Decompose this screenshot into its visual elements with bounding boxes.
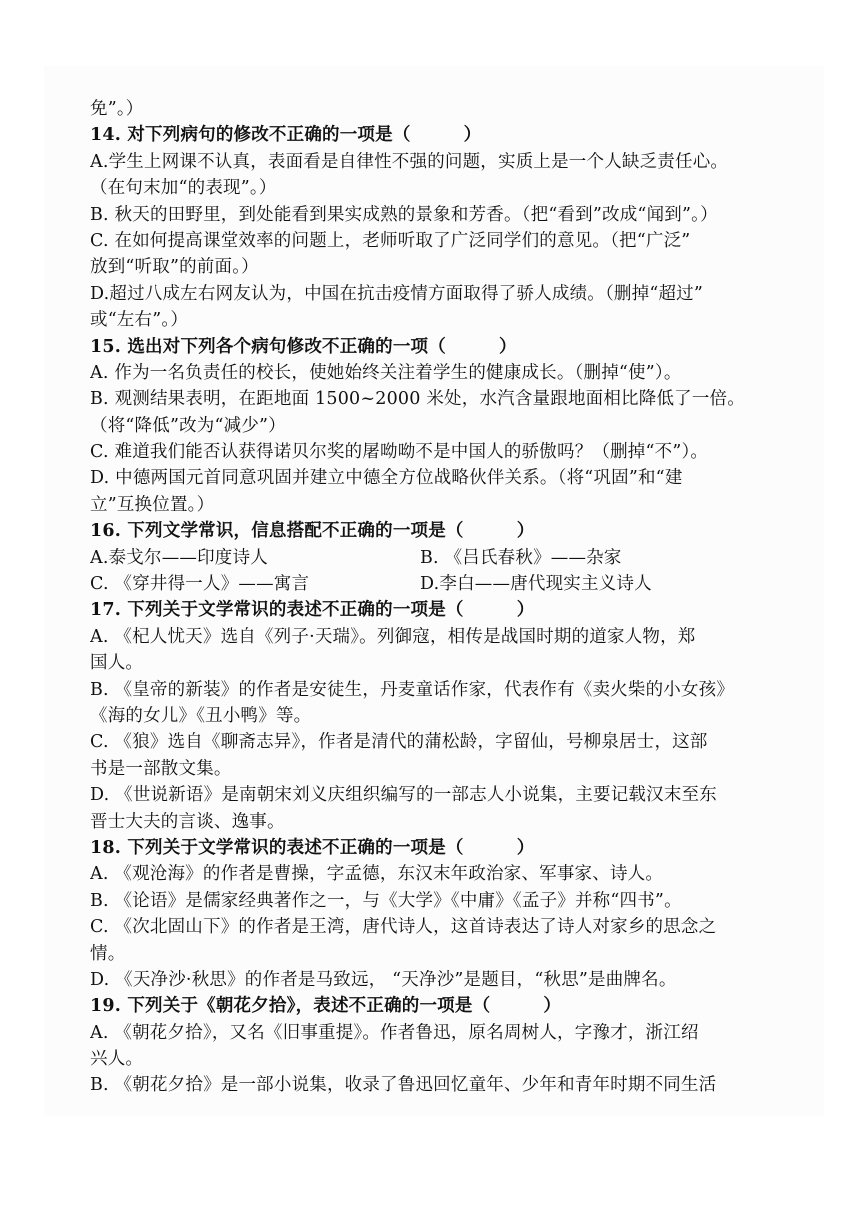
- text-line: A.学生上网课不认真，表面看是自律性不强的问题，实质上是一个人缺乏责任心。: [90, 151, 729, 172]
- text-line: C. 在如何提高课堂效率的问题上，老师听取了广泛同学们的意见。（把“广泛”: [90, 230, 691, 251]
- text-line: 免”。）: [90, 99, 144, 119]
- exam-content: [90, 96, 812, 1099]
- option-row: [90, 571, 812, 597]
- question-stem: 17. 下列关于文学常识的表述不正确的一项是（ ）: [90, 600, 535, 621]
- text-line: D. 中德两国元首同意巩固并建立中德全方位战略伙伴关系。（将“巩固”和“建: [90, 468, 683, 489]
- text-line: 或“左右”。）: [90, 310, 189, 331]
- text-line: 立”互换位置。）: [90, 494, 215, 515]
- option-row: [90, 545, 812, 571]
- text-line: D. 《天净沙·秋思》的作者是马致远， “天净沙”是题目，“秋思”是曲牌名。: [90, 969, 677, 990]
- question-stem: 16. 下列文学常识，信息搭配不正确的一项是（ ）: [90, 521, 535, 542]
- text-line: 情。: [90, 943, 126, 964]
- text-line: A. 《观沧海》的作者是曹操，字孟德，东汉末年政治家、军事家、诗人。: [90, 864, 664, 885]
- text-line: D.超过八成左右网友认为，中国在抗击疫情方面取得了骄人成绩。（删掉“超过”: [90, 283, 704, 304]
- text-line: A. 《杞人忧天》选自《列子·天瑞》。列御寇，相传是战国时期的道家人物，郑: [90, 626, 696, 647]
- text-line: D. 《世说新语》是南朝宋刘义庆组织编写的一部志人小说集，主要记载汉末至东: [90, 785, 717, 806]
- question-stem: 19. 下列关于《朝花夕拾》，表述不正确的一项是（ ）: [90, 996, 562, 1017]
- text-line: 兴人。: [90, 1049, 144, 1070]
- text-line: B. 《朝花夕拾》是一部小说集，收录了鲁迅回忆童年、少年和青年时期不同生活: [90, 1075, 717, 1096]
- text-line: （在句末加“的表现”。）: [90, 178, 277, 199]
- question-stem: 14. 对下列病句的修改不正确的一项是（ ）: [90, 125, 482, 146]
- text-line: 《海的女儿》《丑小鸭》等。: [90, 705, 312, 726]
- option-left: A.泰戈尔——印度诗人: [90, 547, 268, 568]
- option-right: D.李白——唐代现实主义诗人: [420, 574, 652, 595]
- option-left: C. 《穿井得一人》——寓言: [90, 574, 310, 595]
- text-line: 国人。: [90, 653, 144, 674]
- text-line: A. 《朝花夕拾》，又名《旧事重提》。作者鲁迅，原名周树人，字豫才，浙江绍: [90, 1022, 699, 1043]
- text-line: 书是一部散文集。: [90, 758, 232, 779]
- text-line: B. 《论语》是儒家经典著作之一，与《大学》《中庸》《孟子》并称“四书”。: [90, 890, 682, 911]
- text-line: B. 观测结果表明，在距地面 1500~2000 米处，水汽含量跟地面相比降低了一倍。: [90, 389, 745, 410]
- question-stem: 15. 选出对下列各个病句修改不正确的一项（ ）: [90, 336, 517, 357]
- text-line: （将“降低”改为“减少”）: [90, 415, 286, 436]
- text-line: C. 《次北固山下》的作者是王湾，唐代诗人，这首诗表达了诗人对家乡的思念之: [90, 917, 717, 938]
- text-line: 放到“听取”的前面。）: [90, 257, 259, 278]
- text-line: B. 《皇帝的新装》的作者是安徒生，丹麦童话作家，代表作有《卖火柴的小女孩》: [90, 679, 735, 700]
- text-line: A. 作为一名负责任的校长，使她始终关注着学生的健康成长。（删掉“使”）。: [90, 362, 682, 383]
- text-line: B. 秋天的田野里，到处能看到果实成熟的景象和芳香。（把“看到”改成“闻到”。）: [90, 204, 718, 225]
- text-line: 晋士大夫的言谈、逸事。: [90, 811, 285, 832]
- option-right: B. 《吕氏春秋》——杂家: [420, 547, 622, 568]
- text-line: C. 难道我们能否认获得诺贝尔奖的屠呦呦不是中国人的骄傲吗？（删掉“不”）。: [90, 442, 709, 463]
- text-line: C. 《狼》选自《聊斋志异》，作者是清代的蒲松龄，字留仙，号柳泉居士，这部: [90, 732, 708, 753]
- question-stem: 18. 下列关于文学常识的表述不正确的一项是（ ）: [90, 837, 535, 858]
